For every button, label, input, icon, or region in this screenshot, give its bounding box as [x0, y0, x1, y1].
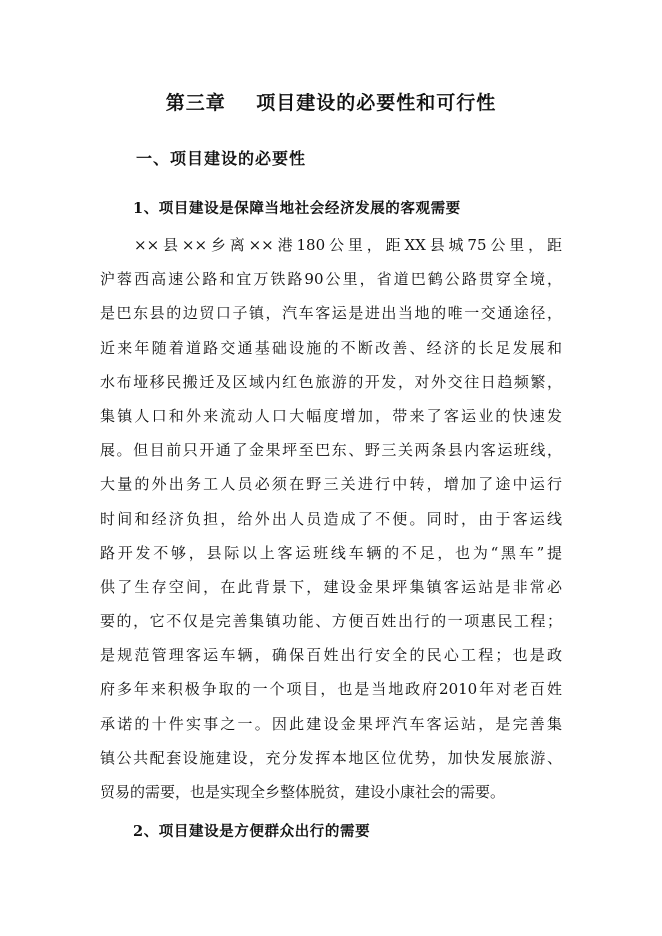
section-title: 一、项目建设的必要性: [136, 149, 307, 168]
paragraph-line: 集镇人口和外来流动人口大幅度增加，带来了客运业的快速发: [100, 406, 562, 425]
chapter-title: 第三章 项目建设的必要性和可行性: [165, 92, 497, 114]
paragraph-line: 供了生存空间，在此背景下，建设金果坪集镇客运站是非常必: [100, 577, 562, 596]
paragraph-line: 近来年随着道路交通基础设施的不断改善、经济的长足发展和: [100, 338, 562, 357]
subsection-1-paragraph: [100, 228, 562, 809]
paragraph-line: 路开发不够，县际以上客运班线车辆的不足，也为“黑车”提: [100, 543, 562, 562]
paragraph-line: 水布垭移民搬迁及区域内红色旅游的开发，对外交往日趋频繁，: [100, 372, 562, 391]
paragraph-line: 要的，它不仅是完善集镇功能、方便百姓出行的一项惠民工程；: [100, 612, 562, 631]
paragraph-line: 镇公共配套设施建设，充分发挥本地区位优势，加快发展旅游、: [100, 748, 562, 767]
paragraph-line: 时间和经济负担，给外出人员造成了不便。同时，由于客运线: [100, 509, 562, 528]
paragraph-line: 府多年来积极争取的一个项目，也是当地政府2010年对老百姓: [100, 680, 562, 699]
paragraph-line: 贸易的需要，也是实现全乡整体脱贫，建设小康社会的需要。: [100, 783, 506, 801]
paragraph-line: 展。但目前只开通了金果坪至巴东、野三关两条县内客运班线，: [100, 441, 562, 460]
paragraph-line: 是巴东县的边贸口子镇，汽车客运是进出当地的唯一交通途径，: [100, 304, 562, 323]
paragraph-line: 承诺的十件实事之一。因此建设金果坪汽车客运站，是完善集: [100, 714, 562, 733]
subsection-1-title: 1、项目建设是保障当地社会经济发展的客观需要: [133, 200, 461, 217]
paragraph-line: 沪蓉西高速公路和宜万铁路90公里，省道巴鹤公路贯穿全境，: [100, 270, 562, 289]
paragraph-line: 大量的外出务工人员必须在野三关进行中转，增加了途中运行: [100, 475, 562, 494]
subsection-2-title: 2、项目建设是方便群众出行的需要: [133, 823, 371, 840]
paragraph-line: 是规范管理客运车辆，确保百姓出行安全的民心工程；也是政: [100, 646, 562, 665]
paragraph-line: ××县××乡离××港180公里，距XX县城75公里，距: [134, 236, 562, 254]
